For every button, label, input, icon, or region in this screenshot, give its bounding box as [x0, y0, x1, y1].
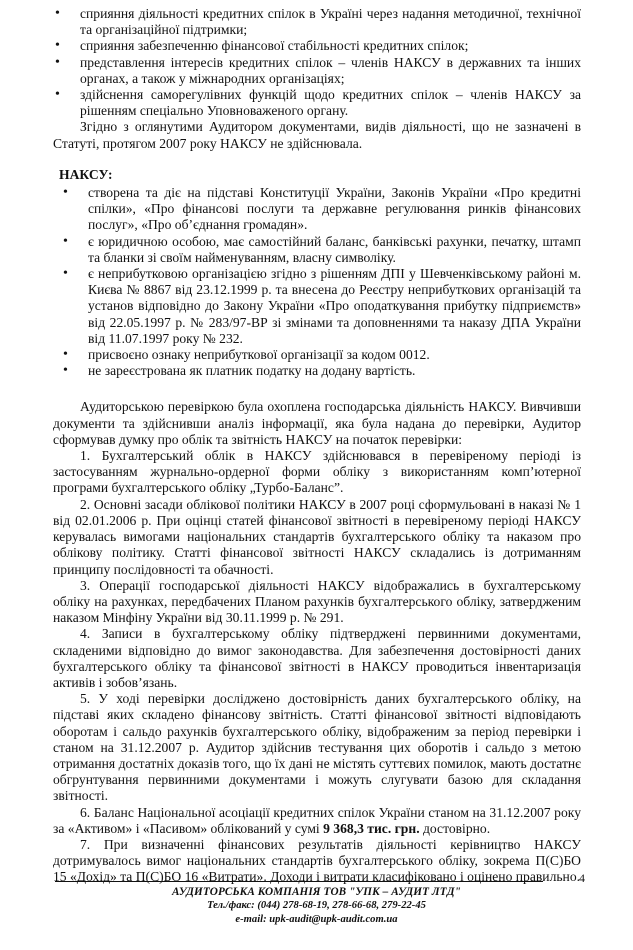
list-item: • сприяння забезпеченню фінансової стабільності кредитних спілок;	[53, 38, 581, 54]
list-item: • є неприбутковою організацією згідно з рішенням ДПІ у Шевченківському районі м. Києва № 8867 від 23.12.1999 р. та внесена до Реєстру неприбуткових організацій та установ відповідно до Закону України «Про оподаткування прибутку підприємств» від 22.05.1997 р. № 283/97-ВР зі змінами та доповненнями та наказу ДПА України від 11.07.1997 року № 232.	[61, 266, 581, 347]
list-item: • здійснення саморегулівних функцій щодо кредитних спілок – членів НАКСУ за рішенням спеціально Уповноваженого органу.	[53, 87, 581, 119]
balance-amount: 9 368,3 тис. грн.	[323, 820, 420, 836]
numbered-paragraph-2: 2. Основні засади облікової політики НАКСУ в 2007 році сформульовані в наказі № 1 від 02.01.2006 р. При оцінці статей фінансової звітності в перевіреному періоді НАКСУ керувалась вимогами національних стандартів бухгалтерського обліку та наказом про облікову політику. Статті фінансової звітності НАКСУ складались із дотриманням принципу послідовності та обачності.	[53, 496, 581, 577]
p6-text-start: 6. Баланс Національної асоціації кредитних спілок України станом на 31.12.2007 року за «Активом» і «Пасивом» облікований у сумі	[53, 804, 581, 836]
list-item: • сприяння діяльності кредитних спілок в Україні через надання методичної, технічної та організаційної підтримки;	[53, 6, 581, 38]
footer-email: e-mail: upk-audit@upk-audit.com.ua	[235, 914, 398, 925]
list-item: • створена та діє на підставі Конституції України, Законів України «Про кредитні спілки», «Про фінансові послуги та державне регулювання ринків фінансових послуг», «Про об’єднання громадян».	[61, 185, 581, 234]
footer	[0, 885, 633, 927]
list-item: • є юридичною особою, має самостійний баланс, банківські рахунки, печатку, штамп та бланки зі своїм найменуванням, власну символіку.	[61, 234, 581, 266]
numbered-paragraph-7: 7. При визначенні фінансових результатів діяльності керівництво НАКСУ дотримувалось вимог національних стандартів бухгалтерського обліку, зокрема П(С)БО 15 «Дохід» та П(С)БО 16 «Витрати». Доходи і витрати класифіковано і оцінено правильно.	[53, 836, 581, 885]
activities-list	[53, 6, 581, 119]
footer-contacts: Тел./факс: (044) 278-68-19, 278-66-68, 279-22-45	[207, 900, 426, 911]
page-number: 4	[579, 871, 585, 885]
footer-company: АУДИТОРСЬКА КОМПАНІЯ ТОВ "УПК – АУДИТ ЛТД"	[172, 886, 461, 898]
list-item: • присвоєно ознаку неприбуткової організації за кодом 0012.	[61, 347, 581, 363]
numbered-paragraph-6	[53, 805, 581, 837]
list-item: • не зареєстрована як платник податку на додану вартість.	[61, 363, 581, 379]
numbered-paragraph-4: 4. Записи в бухгалтерському обліку підтверджені первинними документами, складеними відповідно до вимог законодавства. Для забезпечення достовірності даних бухгалтерського обліку та фінансової звітності в НАКСУ проводиться інвентаризація активів і зобов’язань.	[53, 626, 581, 690]
numbered-paragraph-1: 1. Бухгалтерський облік в НАКСУ здійснювався в перевіреному періоді із застосуванням журнально-ордерної форми обліку з використанням комп’ютерної програми бухгалтерського обліку „Турбо-Баланс”.	[53, 448, 581, 496]
naksu-list	[61, 185, 581, 379]
audit-paragraph: Аудиторською перевіркою була охоплена господарська діяльність НАКСУ. Вивчивши документи та здійснивши аналіз інформації, яка була надана до перевірки, Аудитор сформував думку про облік та звітність НАКСУ на початок перевірки:	[53, 399, 581, 447]
numbered-paragraph-5: 5. У ході перевірки досліджено достовірність даних бухгалтерського обліку, на підставі яких складено фінансову звітність. Статті фінансової звітності відповідають оборотам і сальдо рахунків бухгалтерського обліку, відображеним за період перевірки і станом на 31.12.2007 р. Аудитор здійснив тестування цих оборотів і сальдо з метою отримання достатніх доказів того, що їх дані не містять суттєвих помилок, мають достатнє обгрунтування первинними документами і можуть слугувати базою для складання звітності.	[53, 691, 581, 804]
footer-divider	[55, 881, 543, 882]
list-item: • представлення інтересів кредитних спілок – членів НАКСУ в державних та інших органах, а також у міжнародних організаціях;	[53, 55, 581, 87]
naksu-heading: НАКСУ:	[59, 166, 113, 182]
numbered-paragraph-3: 3. Операції господарської діяльності НАКСУ відображались в бухгалтерському обліку на рахунках, передбачених Планом рахунків бухгалтерського обліку, затвердженим наказом Мінфіну України від 30.11.1999 р. № 291.	[53, 577, 581, 626]
statute-paragraph: Згідно з оглянутими Аудитором документами, видів діяльності, що не зазначені в Статуті, протягом 2007 року НАКСУ не здійснювала.	[53, 119, 581, 151]
p6-text-end: достовірно.	[419, 820, 491, 836]
